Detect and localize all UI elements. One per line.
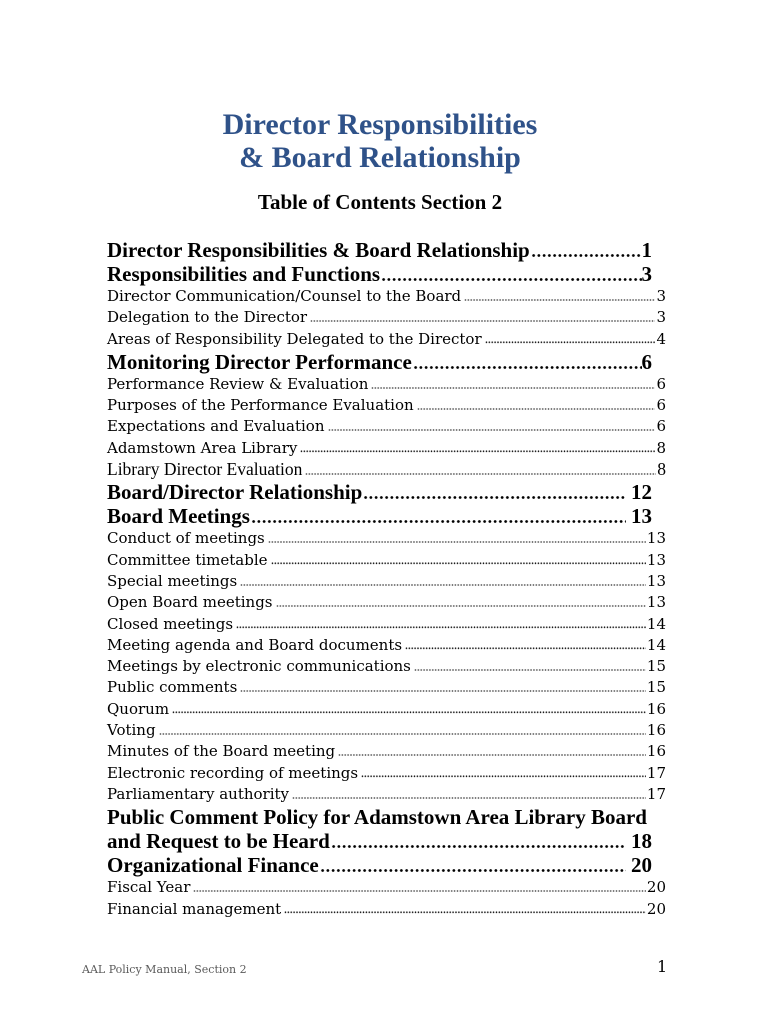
toc-entry-label: Conduct of meetings	[107, 529, 265, 548]
title-line-2: & Board Relationship	[239, 141, 521, 174]
toc-heading-label-continued: and Request to be Heard	[107, 829, 330, 854]
toc-entry-label: Expectations and Evaluation	[107, 417, 325, 436]
toc-page-number: 6	[641, 349, 652, 374]
dot-leader	[172, 711, 646, 713]
toc-page-number: 15	[646, 678, 666, 697]
dot-leader	[320, 869, 626, 872]
toc-page-number: 14	[646, 614, 666, 633]
toc-heading-entry[interactable]	[107, 504, 652, 528]
toc-subentry[interactable]	[107, 329, 666, 350]
toc-entry-label: Adamstown Area Library	[107, 438, 298, 457]
toc-page-number: 16	[646, 742, 666, 761]
toc-entry-label: Voting	[107, 721, 156, 740]
toc-page-number: 15	[646, 657, 666, 676]
dot-leader	[193, 890, 646, 892]
toc-page-number: 13	[631, 504, 652, 529]
dot-leader	[464, 299, 655, 301]
document-title	[107, 108, 653, 174]
toc-entry-label: Fiscal Year	[107, 878, 191, 897]
toc-heading-label: Monitoring Director Performance	[107, 349, 412, 374]
toc-page-number: 6	[656, 374, 666, 393]
dot-leader	[292, 797, 646, 799]
page-footer: AAL Policy Manual, Section 2	[82, 963, 247, 976]
toc-subentry[interactable]	[107, 677, 666, 698]
dot-leader	[381, 278, 641, 281]
toc-page-number: 16	[646, 699, 666, 718]
toc-page-number: 20	[646, 899, 666, 918]
toc-heading-label: Board/Director Relationship	[107, 480, 363, 505]
toc-page-number: 18	[631, 829, 652, 854]
toc-page-number: 20	[646, 878, 666, 897]
toc-page-number: 13	[646, 571, 666, 590]
toc-heading-line	[107, 829, 652, 853]
toc-page-number: 17	[646, 763, 666, 782]
dot-leader	[417, 408, 656, 410]
dot-leader	[236, 626, 646, 628]
dot-leader	[240, 584, 646, 586]
dot-leader	[531, 254, 642, 257]
toc-heading-entry[interactable]	[107, 262, 652, 286]
toc-page-number: 1	[641, 238, 652, 262]
toc-subentry[interactable]	[107, 614, 666, 635]
toc-subentry[interactable]	[107, 877, 666, 898]
title-line-1: Director Responsibilities	[222, 108, 538, 141]
toc-entry-label: Director Communication/Counsel to the Board	[107, 287, 462, 305]
toc-page-number: 6	[656, 417, 666, 436]
toc-page-number: 6	[656, 396, 666, 415]
dot-leader	[310, 320, 655, 322]
toc-heading-label: Board Meetings	[107, 504, 250, 529]
dot-leader	[405, 647, 646, 649]
toc-page-number: 13	[646, 529, 666, 548]
page-number: 1	[657, 957, 668, 976]
toc-heading-entry[interactable]	[107, 480, 652, 504]
dot-leader	[251, 520, 626, 523]
toc-page-number: 8	[656, 438, 666, 457]
toc-entry-label: Committee timetable	[107, 550, 268, 569]
toc-subentry[interactable]	[107, 550, 666, 571]
toc-entry-label: Quorum	[107, 699, 170, 718]
dot-leader	[338, 754, 646, 756]
toc-heading-entry[interactable]	[107, 350, 652, 374]
toc-entry-label: Special meetings	[107, 571, 238, 590]
toc-heading-label: Public Comment Policy for Adamstown Area Library Board	[107, 805, 647, 830]
toc-entry-label: Purposes of the Performance Evaluation	[107, 396, 414, 415]
toc-subentry[interactable]	[107, 763, 666, 784]
toc-subentry[interactable]	[107, 699, 666, 720]
toc-subentry[interactable]	[107, 784, 666, 805]
toc-subentry[interactable]	[107, 459, 666, 480]
toc-entry-label: Public comments	[107, 678, 238, 697]
toc-subentry[interactable]	[107, 899, 666, 920]
toc-entry-label: Library Director Evaluation	[107, 459, 303, 480]
toc-entry-label: Open Board meetings	[107, 593, 273, 612]
toc-entry-label: Minutes of the Board meeting	[107, 742, 336, 761]
dot-leader	[271, 562, 646, 564]
toc-page-number: 13	[646, 593, 666, 612]
toc-heading-entry[interactable]	[107, 238, 652, 262]
toc-subentry[interactable]	[107, 395, 666, 416]
toc-page-number: 8	[657, 459, 666, 480]
toc-subentry[interactable]	[107, 635, 666, 656]
toc-page-number: 4	[656, 329, 666, 348]
dot-leader	[361, 775, 646, 777]
dot-leader	[331, 845, 626, 848]
toc-page-number: 12	[631, 480, 652, 505]
toc-heading-entry[interactable]	[107, 805, 666, 853]
dot-leader	[363, 496, 626, 499]
toc-heading-label: Organizational Finance	[107, 853, 319, 878]
toc-subentry[interactable]	[107, 438, 666, 459]
table-of-contents	[107, 238, 666, 920]
toc-subentry[interactable]	[107, 286, 666, 307]
toc-entry-label: Delegation to the Director	[107, 308, 308, 327]
dot-leader	[300, 450, 655, 452]
toc-heading-label: Responsibilities and Functions	[107, 262, 381, 286]
toc-entry-label: Performance Review & Evaluation	[107, 374, 369, 393]
toc-subentry[interactable]	[107, 571, 666, 592]
toc-page-number: 3	[656, 308, 666, 327]
dot-leader	[159, 733, 646, 735]
toc-entry-label: Areas of Responsibility Delegated to the Director	[107, 329, 482, 348]
toc-subentry[interactable]	[107, 416, 666, 437]
toc-heading-entry[interactable]	[107, 853, 652, 877]
toc-page-number: 17	[646, 784, 666, 803]
toc-page-number: 16	[646, 721, 666, 740]
toc-subentry[interactable]	[107, 307, 666, 328]
toc-entry-label: Electronic recording of meetings	[107, 763, 359, 782]
dot-leader	[240, 690, 646, 692]
toc-page-number: 3	[656, 287, 666, 305]
toc-subentry[interactable]	[107, 528, 666, 549]
dot-leader	[485, 341, 656, 343]
toc-page-number: 20	[631, 853, 652, 878]
dot-leader	[413, 366, 642, 369]
toc-subentry[interactable]	[107, 656, 666, 677]
toc-entry-label: Parliamentary authority	[107, 784, 290, 803]
toc-caption: Table of Contents Section 2	[257, 190, 503, 214]
dot-leader	[371, 387, 655, 389]
dot-leader	[276, 605, 646, 607]
toc-entry-label: Meeting agenda and Board documents	[107, 635, 403, 654]
toc-subentry[interactable]	[107, 720, 666, 741]
toc-heading-label: Director Responsibilities & Board Relationship	[107, 238, 530, 262]
toc-subentry[interactable]	[107, 374, 666, 395]
toc-entry-label: Closed meetings	[107, 614, 234, 633]
dot-leader	[284, 911, 646, 913]
toc-entry-label: Financial management	[107, 899, 282, 918]
dot-leader	[305, 473, 656, 475]
toc-page-number: 14	[646, 635, 666, 654]
dot-leader	[328, 429, 656, 431]
toc-heading-line	[107, 805, 652, 829]
dot-leader	[414, 669, 646, 671]
toc-page-number: 13	[646, 550, 666, 569]
toc-page-number: 3	[641, 262, 652, 286]
toc-entry-label: Meetings by electronic communications	[107, 657, 411, 676]
toc-subentry[interactable]	[107, 592, 666, 613]
toc-subentry[interactable]	[107, 741, 666, 762]
dot-leader	[268, 541, 646, 543]
